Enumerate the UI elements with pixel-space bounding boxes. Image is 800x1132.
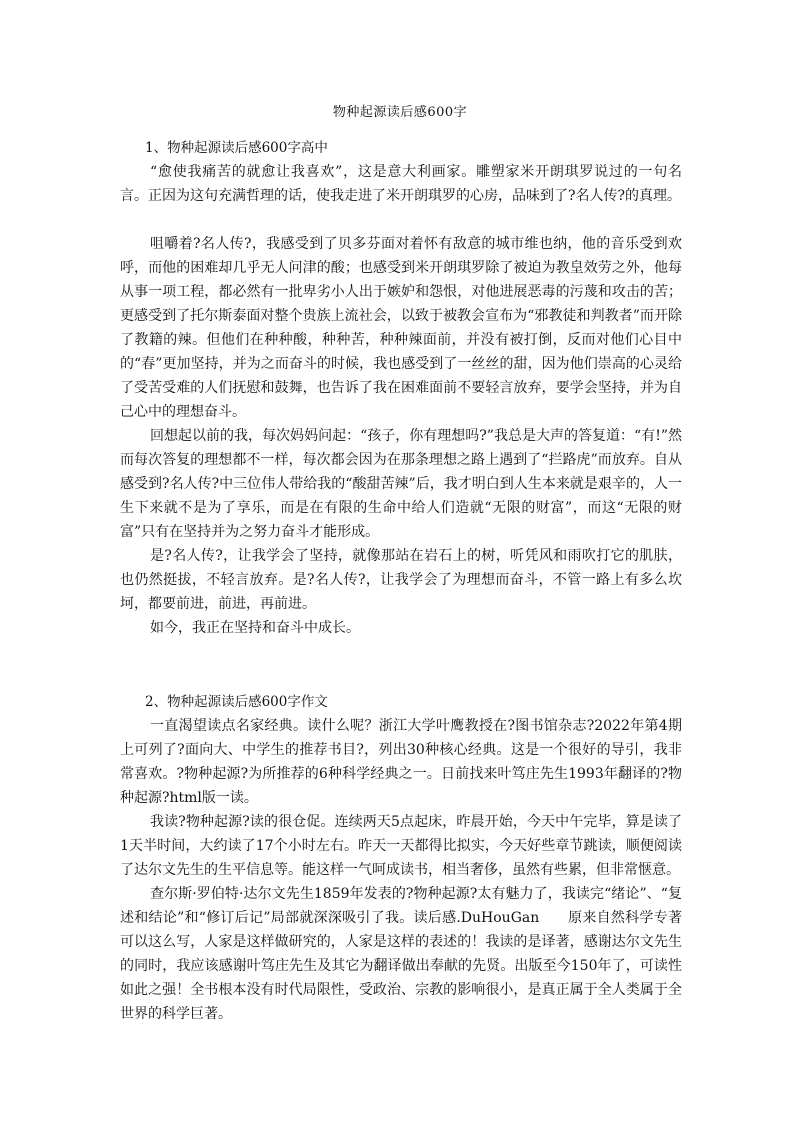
paragraph: 我读?物种起源?读的很仓促。连续两天5点起床，昨晨开始，今天中午完毕，算是读了1天半时间，大约读了17个小时左右。昨天一天都得比拟实，今天好些章节跳读，顺便阅读了达尔文先生的生平信息等。能这样一气呵成读书，相当奢侈，虽然有些累，但非常惬意。 [120, 814, 682, 878]
section-heading: 2、物种起源读后感600字作文 [145, 694, 328, 710]
section-2 [120, 690, 682, 1026]
paragraph: 回想起以前的我，每次妈妈问起：“孩子，你有理想吗?”我总是大声的答复道：“有!”然而每次答复的理想都不一样，每次都会因为在那条理想之路上遇到了“拦路虎”而放弃。自从感受到?名人传?中三位伟人带给我的“酸甜苦辣”后，我才明白到人生本来就是艰辛的，人一生下来就不是为了享乐，而是在有限的生命中给人们造就“无限的财富”，而这“无限的财富”只有在坚持并为之努力奋斗才能形成。 [120, 428, 682, 540]
paragraph-gap [120, 208, 682, 232]
section-heading: 1、物种起源读后感600字高中 [145, 140, 328, 156]
document-title: 物种起源读后感600字 [332, 105, 468, 120]
paragraph: 一直渴望读点名家经典。读什么呢？浙江大学叶鹰教授在?图书馆杂志?2022年第4期上可列了?面向大、中学生的推荐书目?，列出30种核心经典。这是一个很好的导引，我非常喜欢。?物种起源?为所推荐的6种科学经典之一。日前找来叶笃庄先生1993年翻译的?物种起源?html版一读。 [120, 718, 682, 806]
paragraph: “愈使我痛苦的就愈让我喜欢”，这是意大利画家。雕塑家米开朗琪罗说过的一句名言。正因为这句充满哲理的话，使我走进了米开朗琪罗的心房，品味到了?名人传?的真理。 [120, 164, 682, 204]
section-1 [120, 136, 682, 640]
paragraph: 是?名人传?，让我学会了坚持，就像那站在岩石上的树，听凭风和雨吹打它的肌肤，也仍然挺拔，不轻言放弃。是?名人传?，让我学会了为理想而奋斗，不管一路上有多么坎坷，都要前进，前进，再前进。 [120, 548, 682, 612]
paragraph: 如今，我正在坚持和奋斗中成长。 [150, 620, 360, 636]
paragraph: 查尔斯·罗伯特·达尔文先生1859年发表的?物种起源?太有魅力了，我读完“绪论”、“复述和结论”和“修订后记”局部就深深吸引了我。读后感.DuHouGan 原来自然科学专著可以这么写，人家是这样做研究的，人家是这样的表述的！我读的是译著，感谢达尔文先生的同时，我应该感谢叶笃庄先生及其它为翻译做出奉献的先贤。出版至今150年了，可读性如此之强！全书根本没有时代局限性，受政治、宗教的影响很小，是真正属于全人类属于全世界的科学巨著。 [120, 886, 682, 1022]
paragraph: 咀嚼着?名人传?，我感受到了贝多芬面对着怀有敌意的城市维也纳，他的音乐受到欢呼，而他的困难却几乎无人问津的酸；也感受到米开朗琪罗除了被迫为教皇效劳之外，他每从事一项工程，都必然有一批卑劣小人出于嫉妒和怨恨，对他进展恶毒的污蔑和攻击的苦；更感受到了托尔斯泰面对整个贵族上流社会，以致于被教会宣布为“邪教徒和判教者”而开除了教籍的辣。但他们在种种酸，种种苦，种种辣面前，并没有被打倒，反而对他们心目中的“春”更加坚持，并为之而奋斗的时候，我也感受到了一丝丝的甜，因为他们崇高的心灵给了受苦受难的人们抚慰和鼓舞，也告诉了我在困难面前不要轻言放弃，要学会坚持，并为自己心中的理想奋斗。 [120, 236, 682, 420]
